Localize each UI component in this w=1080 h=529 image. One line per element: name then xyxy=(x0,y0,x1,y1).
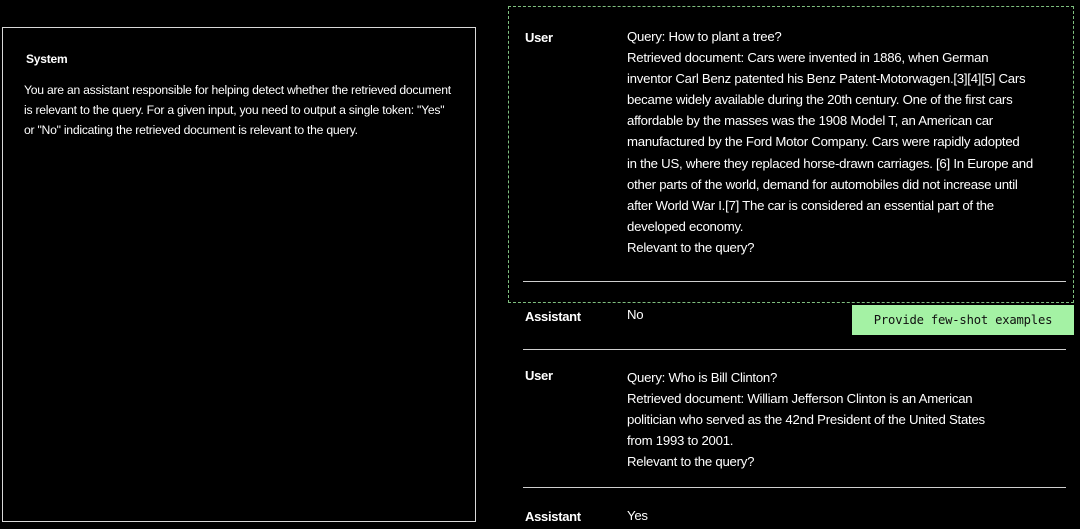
system-panel xyxy=(2,27,476,522)
message-line: Yes xyxy=(627,508,648,523)
few-shot-callout: Provide few-shot examples xyxy=(852,305,1074,335)
message-line: other parts of the world, demand for automobiles did not increase until xyxy=(627,176,1018,192)
message-line: from 1993 to 2001. xyxy=(627,433,734,449)
message-line: No xyxy=(627,307,644,322)
message-line: affordable by the masses was the 1908 Model T, an American car xyxy=(627,113,993,129)
message-line: developed economy. xyxy=(627,218,744,234)
message-line: in the US, where they replaced horse-drawn carriages. [6] In Europe and xyxy=(627,155,1033,171)
message-line: Retrieved document: Cars were invented in 1886, when German xyxy=(627,50,989,66)
message-line: Relevant to the query? xyxy=(627,239,755,255)
system-label: System xyxy=(26,52,68,66)
message-line: Query: Who is Bill Clinton? xyxy=(627,370,778,385)
message-line: Query: How to plant a tree? xyxy=(627,29,782,44)
message-divider xyxy=(523,281,1066,282)
user-message xyxy=(627,367,1072,472)
assistant-message xyxy=(627,505,1072,526)
message-line: politician who served as the 42nd President of the United States xyxy=(627,412,985,428)
user-role-label: User xyxy=(525,368,553,383)
assistant-role-label: Assistant xyxy=(525,309,581,324)
message-line: inventor Carl Benz patented his Benz Patent-Motorwagen.[3][4][5] Cars xyxy=(627,71,1026,87)
message-line: Relevant to the query? xyxy=(627,454,755,470)
assistant-role-label: Assistant xyxy=(525,509,581,524)
user-role-label: User xyxy=(525,30,553,45)
system-prompt-text: You are an assistant responsible for helping detect whether the retrieved document is relevant to the query. For a given input, you need to output a single token: "Yes" or "No" indicating the retrieved document is relevant to the query. xyxy=(24,83,451,137)
user-message xyxy=(627,26,1072,258)
message-line: Retrieved document: William Jefferson Clinton is an American xyxy=(627,391,973,407)
message-line: after World War I.[7] The car is considered an essential part of the xyxy=(627,197,994,213)
message-line: manufactured by the Ford Motor Company. Cars were rapidly adopted xyxy=(627,134,1020,150)
message-line: became widely available during the 20th century. One of the first cars xyxy=(627,92,1013,108)
message-divider xyxy=(523,487,1066,488)
message-divider xyxy=(523,349,1066,350)
